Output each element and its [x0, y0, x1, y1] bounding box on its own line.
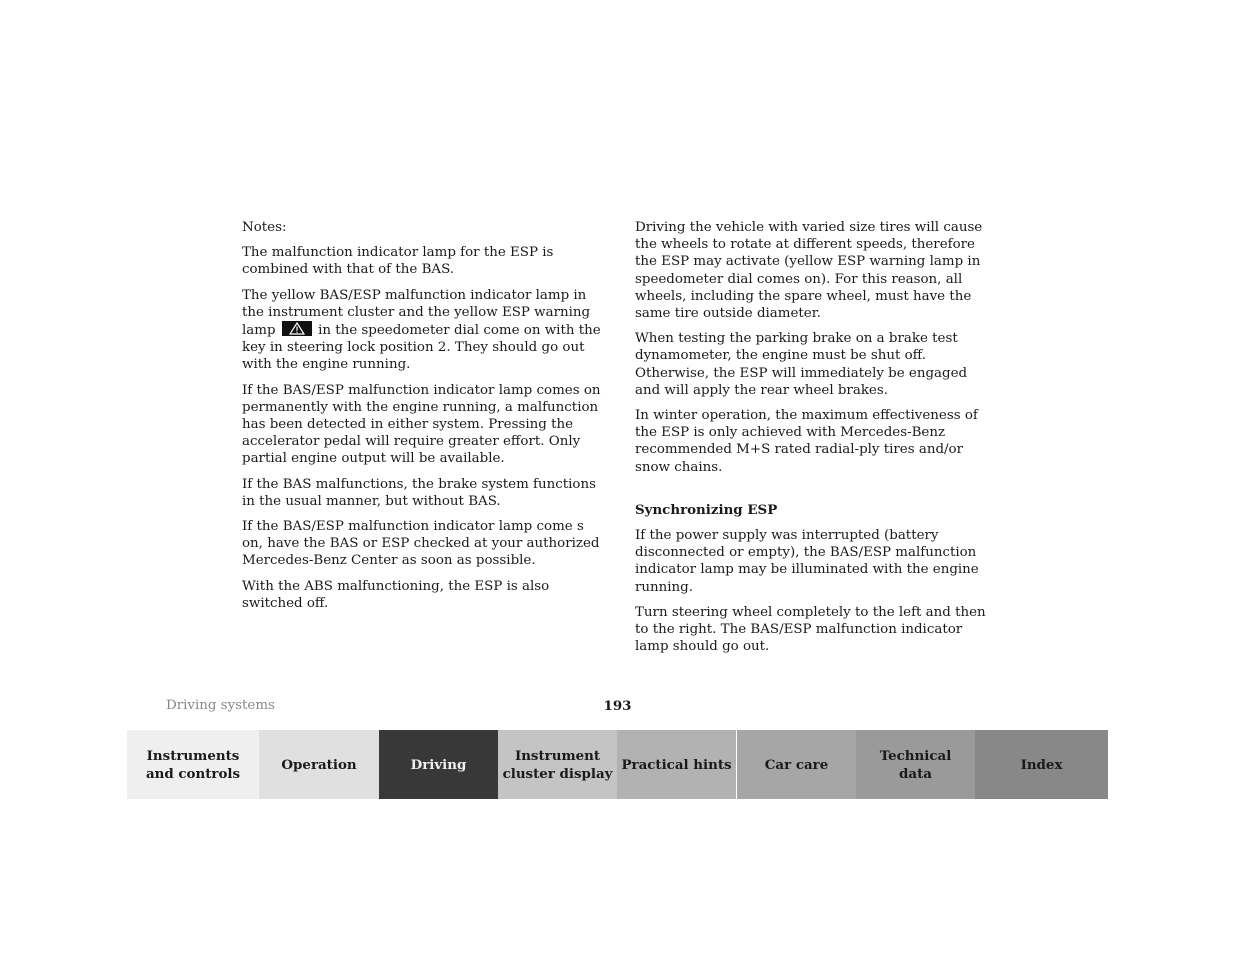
chapter-navigation	[127, 730, 1108, 799]
footer-section-title: Driving systems	[166, 698, 275, 713]
nav-tab-index[interactable]: Index	[975, 730, 1108, 799]
paragraph: The malfunction indicator lamp for the ESP is combined with that of the BAS.	[242, 245, 554, 278]
paragraph: With the ABS malfunctioning, the ESP is also switched off.	[242, 578, 550, 611]
notes-label: Notes:	[242, 220, 287, 235]
paragraph: In winter operation, the maximum effectiveness of the ESP is only achieved with Mercedes-Benz recommended M+S rated radial-ply tires and/or snow chains.	[635, 408, 978, 475]
nav-tab-instruments-and-controls[interactable]: Instruments and controls	[127, 730, 259, 799]
left-column	[242, 219, 602, 620]
nav-tab-driving[interactable]: Driving	[379, 730, 498, 799]
nav-tab-car-care[interactable]: Car care	[737, 730, 856, 799]
paragraph: If the BAS/ESP malfunction indicator lamp comes on permanently with the engine running, a malfunction has been detected in either system. Pressing the accelerator pedal will require greater effort. Only partial engine output will be available.	[242, 382, 601, 467]
paragraph: When testing the parking brake on a brake test dynamometer, the engine must be shut off. Otherwise, the ESP will immediately be engaged and will apply the rear wheel brakes.	[635, 331, 968, 398]
section-heading: Synchronizing ESP	[635, 501, 778, 518]
right-column	[635, 219, 995, 663]
warning-triangle-icon	[282, 321, 312, 336]
paragraph: Driving the vehicle with varied size tires will cause the wheels to rotate at different speeds, therefore the ESP may activate (yellow ESP warning lamp in speedometer dial comes on). For this reason, all wheels, including the spare wheel, must have the same tire outside diameter.	[635, 220, 983, 322]
nav-tab-instrument-cluster-display[interactable]: Instrument cluster display	[498, 730, 617, 799]
paragraph: Turn steering wheel completely to the left and then to the right. The BAS/ESP malfunction indicator lamp should go out.	[635, 604, 986, 655]
paragraph-text: The yellow BAS/ESP malfunction indicator lamp in the instrument cluster and the yellow ESP warning lamp	[242, 287, 591, 339]
page-number: 193	[603, 698, 632, 714]
nav-tab-technical-data[interactable]: Technical data	[856, 730, 975, 799]
paragraph: If the BAS/ESP malfunction indicator lamp come s on, have the BAS or ESP checked at your authorized Mercedes-Benz Center as soon as possible.	[242, 519, 600, 569]
paragraph-text: in the speedometer dial come on with the key in steering lock position 2. They should go out with the engine running.	[242, 323, 601, 373]
nav-tab-practical-hints[interactable]: Practical hints	[617, 730, 737, 799]
nav-tab-operation[interactable]: Operation	[259, 730, 379, 799]
paragraph-with-icon	[242, 287, 602, 374]
paragraph: If the power supply was interrupted (battery disconnected or empty), the BAS/ESP malfunction indicator lamp may be illuminated with the engine running.	[635, 528, 979, 595]
paragraph: If the BAS malfunctions, the brake system functions in the usual manner, but without BAS.	[242, 476, 596, 509]
